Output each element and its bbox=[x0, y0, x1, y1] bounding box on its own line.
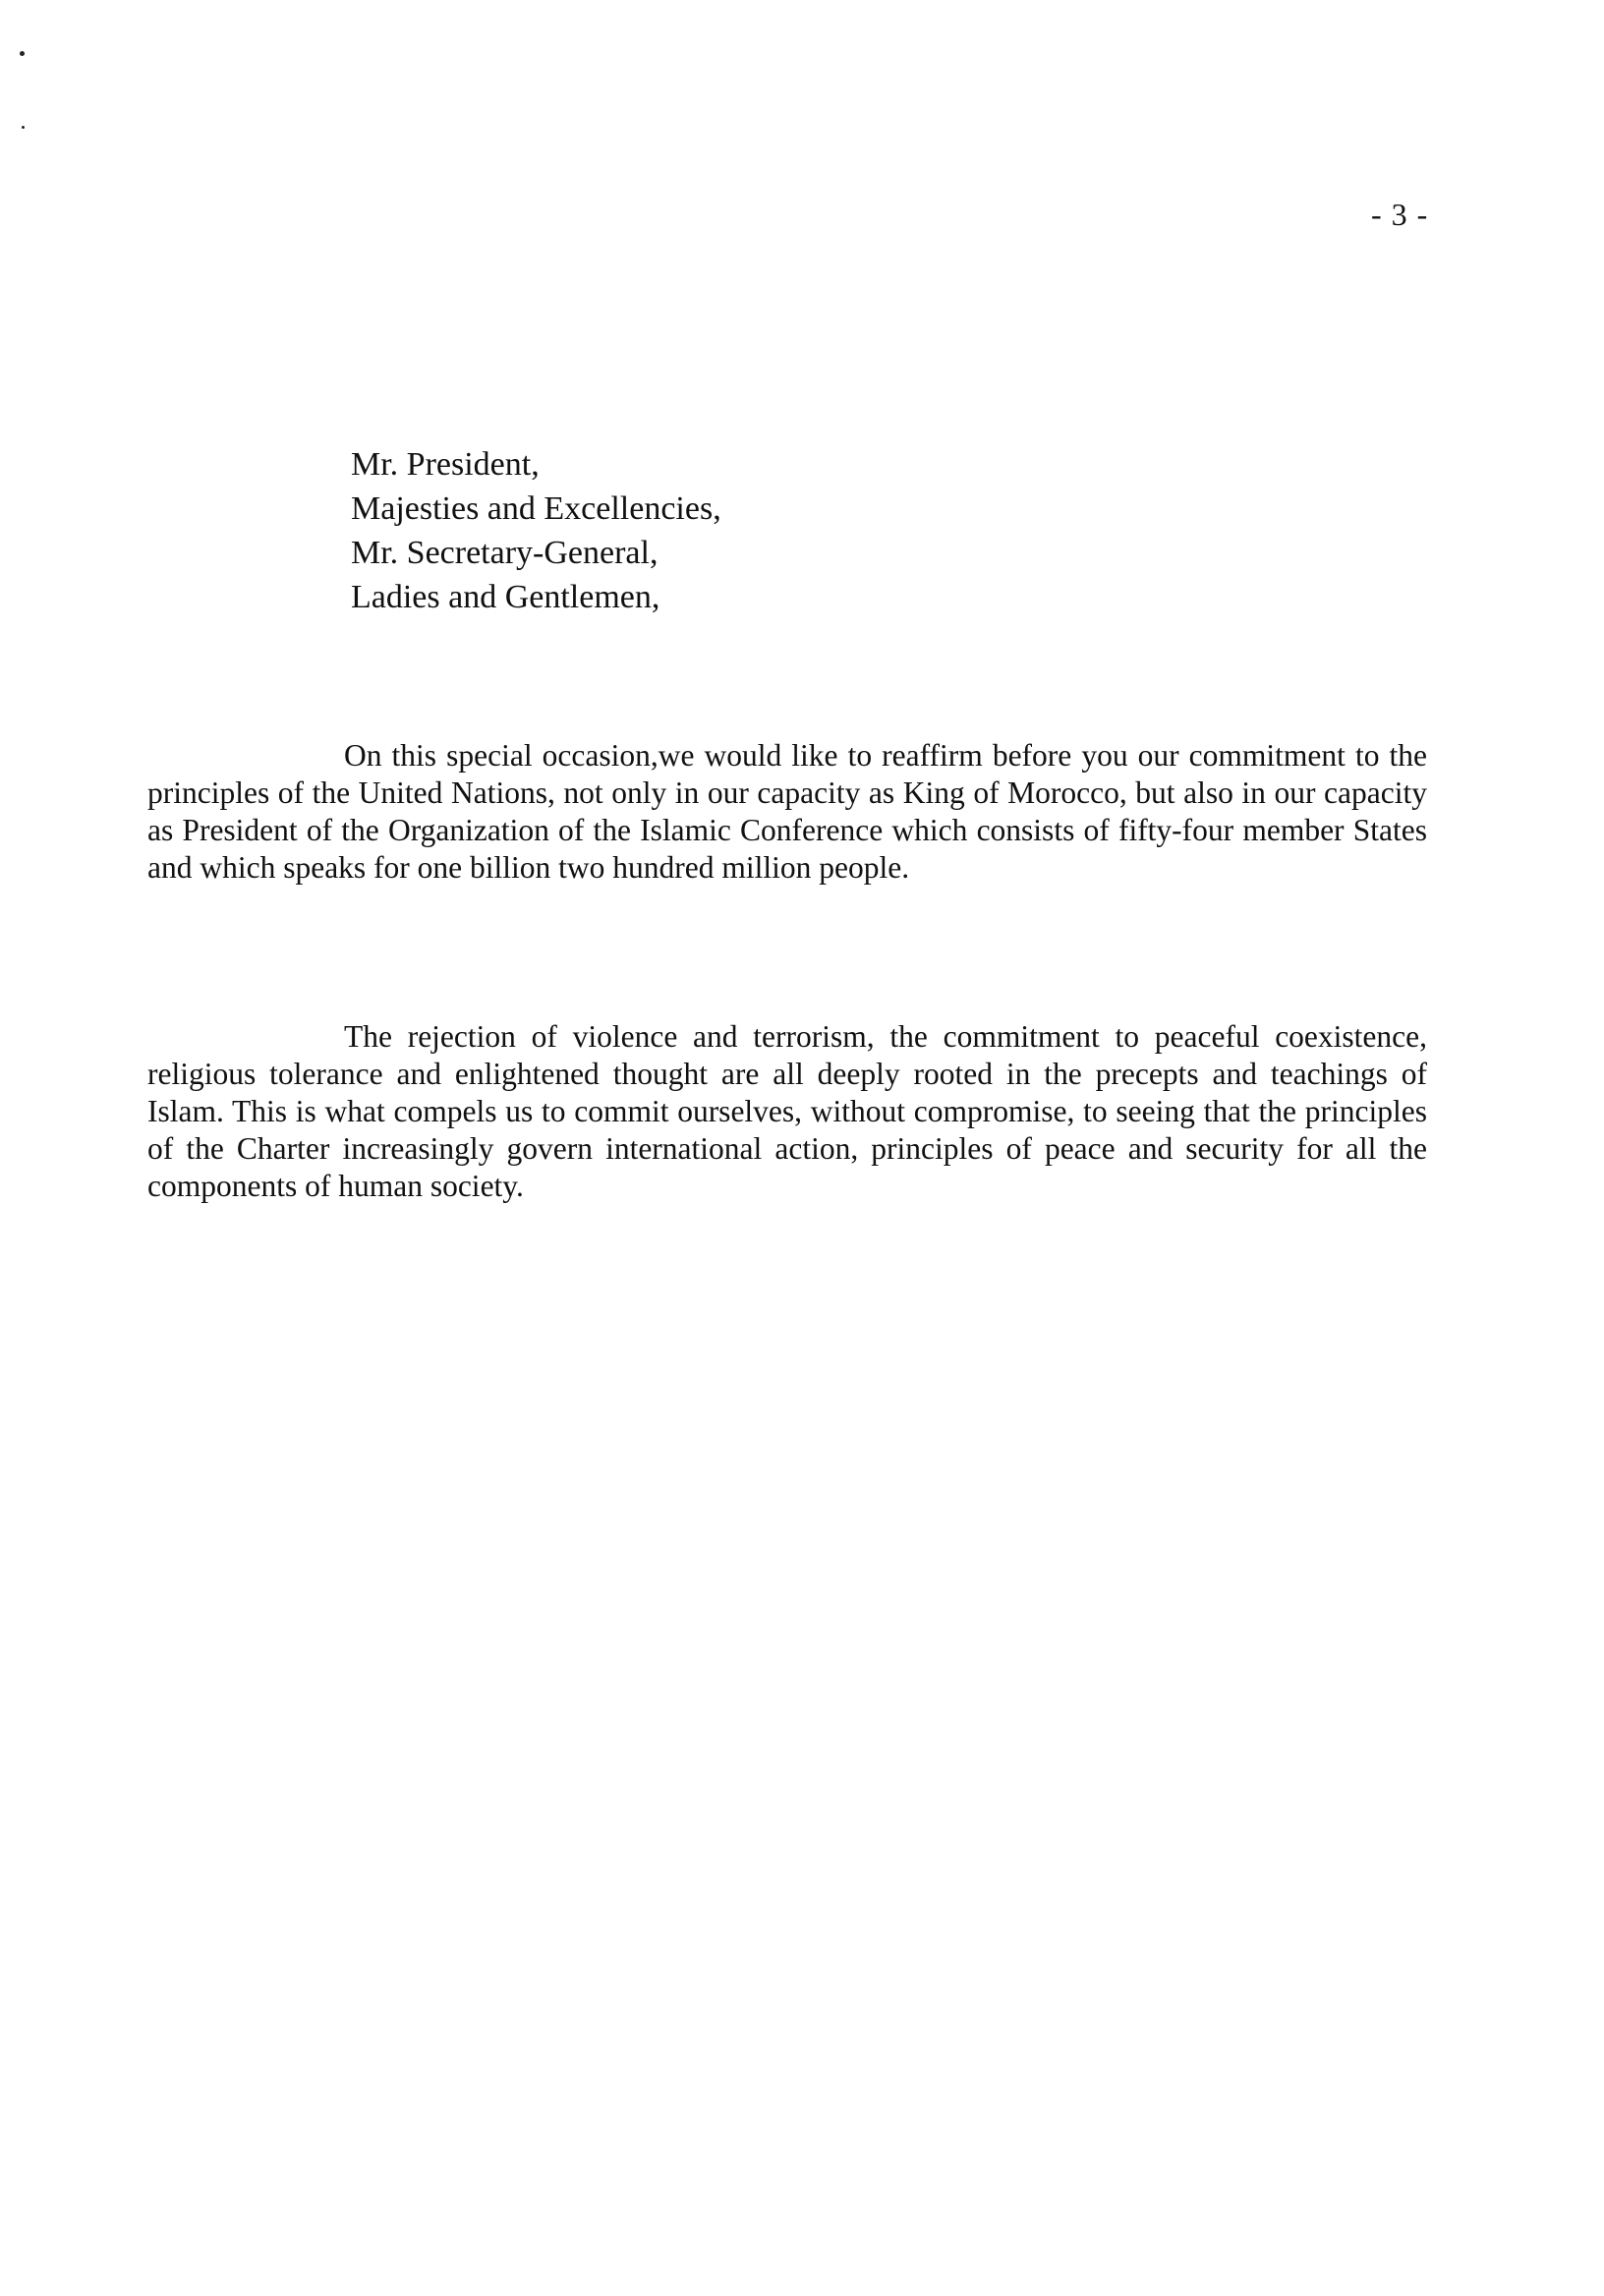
scan-speck bbox=[20, 51, 25, 56]
page-number: - 3 - bbox=[1371, 197, 1429, 232]
body-paragraph: On this special occasion,we would like to reaffirm before you our commitment to the principles of the United Nations, not only in our capacity as King of Morocco, but also in our capacity as President of the Organization of the Islamic Conference which consists of fifty-four member States and which speaks for one billion two hundred million people. bbox=[147, 738, 1427, 885]
salutation-line: Mr. President, bbox=[351, 446, 540, 483]
salutation-line: Majesties and Excellencies, bbox=[351, 490, 721, 527]
salutation-line: Ladies and Gentlemen, bbox=[351, 579, 660, 615]
salutation-block bbox=[351, 442, 721, 619]
body-paragraph: The rejection of violence and terrorism, the commitment to peaceful coexistence, religious tolerance and enlightened thought are all deeply rooted in the precepts and teachings of Islam. This is what compels us to commit ourselves, without compromise, to seeing that the principles of the Charter increasingly govern international action, principles of peace and security for all the components of human society. bbox=[147, 1019, 1427, 1203]
salutation-line: Mr. Secretary-General, bbox=[351, 535, 659, 571]
scan-speck bbox=[22, 126, 25, 129]
